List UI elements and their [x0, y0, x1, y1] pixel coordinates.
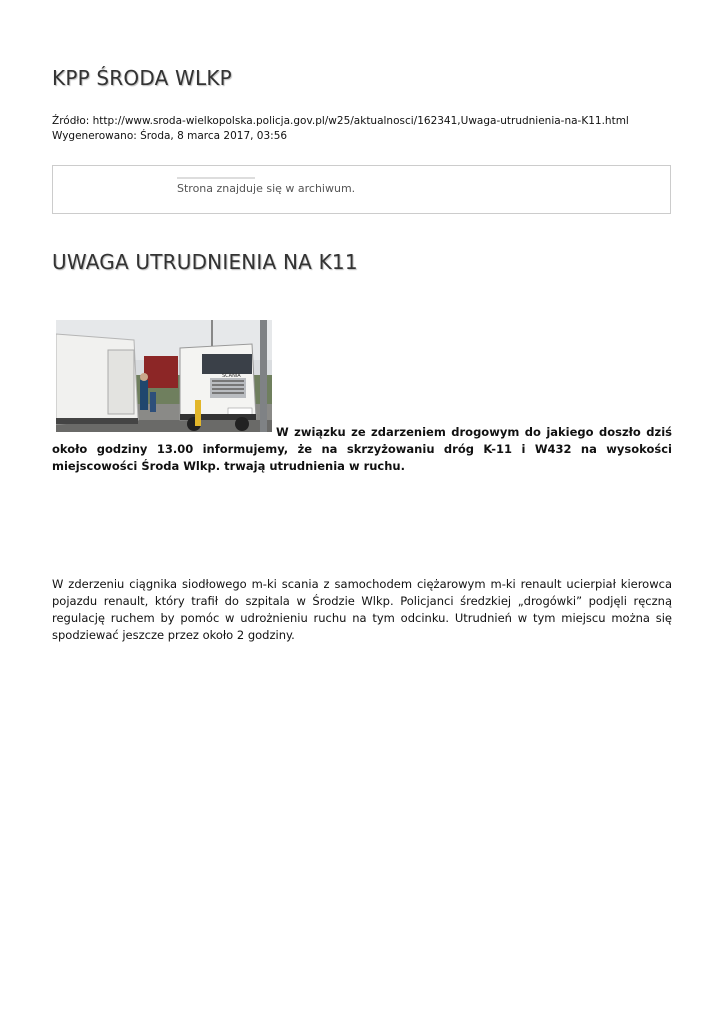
document-meta — [52, 114, 629, 144]
generated-date: Wygenerowano: Środa, 8 marca 2017, 03:56 — [52, 130, 288, 142]
article-photo — [56, 320, 272, 432]
article-lead: W związku ze zdarzeniem drogowym do jakiego doszło dziś około godziny 13.00 informujemy, że na skrzyżowaniu dróg K-11 i W432 na wysokości miejscowości Środa Wlkp. trwają utrudnienia w ruchu. — [52, 425, 672, 473]
article-body: W zderzeniu ciągnika siodłowego m-ki scania z samochodem ciężarowym m-ki renault ucierpiał kierowca pojazdu renault, który trafił do szpitala w Środzie Wlkp. Policjanci średzkiej „drogówki” podjęli ręczną regulację ruchem by pomóc w udrożnieniu ruchu na tym odcinku. Utrudnień w tym miejscu można się spodziewać jeszcze przez około 2 godziny. — [52, 577, 672, 642]
site-title: KPP ŚRODA WLKP — [52, 66, 232, 90]
article-title: UWAGA UTRUDNIENIA NA K11 — [52, 250, 358, 274]
archive-notice — [52, 165, 671, 214]
source-url: Źródło: http://www.sroda-wielkopolska.policja.gov.pl/w25/aktualnosci/162341,Uwaga-utrudnienia-na-K11.html — [52, 115, 629, 127]
svg-text:SCANIA: SCANIA — [222, 373, 241, 379]
archive-notice-text: Strona znajduje się w archiwum. — [177, 182, 356, 195]
archive-divider — [177, 177, 255, 179]
